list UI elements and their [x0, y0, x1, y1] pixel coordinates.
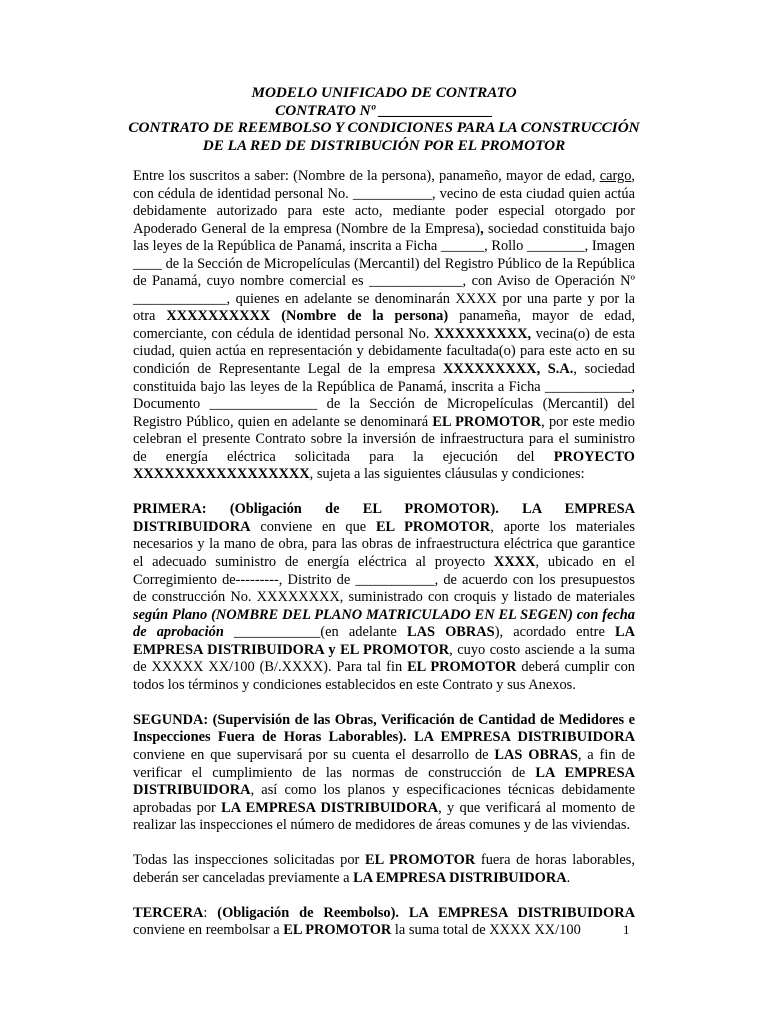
header-contract-title-1: CONTRATO DE REEMBOLSO Y CONDICIONES PARA LA CONSTRUCCIÓN — [128, 119, 640, 136]
clause-primera: PRIMERA: (Obligación de EL PROMOTOR). LA EMPRESA DISTRIBUIDORA conviene en que EL PROMOTOR, aporte los materiales necesarios y la mano de obra, para las obras de infraestructura eléctrica que garantice el adecuado suministro de energía eléctrica al proyecto XXXX, ubicado en el Corregimiento de---------, Distrito de ___________, de acuerdo con los presupuestos de construcción No. XXXXXXXX, suministrado con croquis y listado de materiales según Plano (NOMBRE DEL PLANO MATRICULADO EN EL SEGEN) con fecha de aprobación ____________(en adelante LAS OBRAS), acordado entre LA EMPRESA DISTRIBUIDORA y EL PROMOTOR, cuyo costo asciende a la suma de XXXXX XX/100 (B/.XXXX). Para tal fin EL PROMOTOR deberá cumplir con todos los términos y condiciones establecidos en este Contrato y sus Anexos. — [133, 501, 635, 693]
header-contract-number: CONTRATO Nº _______________ — [275, 101, 493, 119]
page-number: 1 — [623, 922, 630, 937]
header-model-title: MODELO UNIFICADO DE CONTRATO — [251, 84, 517, 101]
clause-segunda: SEGUNDA: (Supervisión de las Obras, Verificación de Cantidad de Medidores e Inspecciones Fuera de Horas Laborables). LA EMPRESA DISTRIBUIDORA conviene en que supervisará por su cuenta el desarrollo de LAS OBRAS, a fin de verificar el cumplimiento de las normas de construcción de LA EMPRESA DISTRIBUIDORA, así como los planos y especificaciones técnicas debidamente aprobadas por LA EMPRESA DISTRIBUIDORA, y que verificará al momento de realizar las inspecciones el número de medidores de áreas comunes y de las viviendas. — [133, 711, 635, 834]
intro-paragraph: Entre los suscritos a saber: (Nombre de la persona), panameño, mayor de edad, cargo, con cédula de identidad personal No. ___________, vecino de esta ciudad quien actúa debidamente autorizado para este acto, mediante poder especial otorgado por Apoderado General de la empresa (Nombre de la Empresa), sociedad constituida bajo las leyes de la República de Panamá, inscrita a Ficha ______, Rollo ________, Imagen ____ de la Sección de Micropelículas (Mercantil) del Registro Público de la República de Panamá, cuyo nombre comercial es _____________, con Aviso de Operación Nº _____________, quienes en adelante se denominarán XXXX por una parte y por la otra XXXXXXXXXX (Nombre de la persona) panameña, mayor de edad, comerciante, con cédula de identidad personal No. XXXXXXXXX, vecina(o) de esta ciudad, quien actúa en representación y debidamente facultada(o) para este acto en su condición de Representante Legal de la empresa XXXXXXXXX, S.A., sociedad constituida bajo las leyes de la República de Panamá, inscrita a Ficha ____________, Documento _______________ de la Sección de Micropelículas (Mercantil) del Registro Público, quien en adelante se denominará EL PROMOTOR, por este medio celebran el presente Contrato sobre la inversión de infraestructura para el suministro de energía eléctrica solicitada para la ejecución del PROYECTO XXXXXXXXXXXXXXXXX, sujeta a las siguientes cláusulas y condiciones: — [133, 168, 635, 483]
inspections-paragraph: Todas las inspecciones solicitadas por EL PROMOTOR fuera de horas laborables, deberán ser canceladas previamente a LA EMPRESA DISTRIBUIDORA. — [133, 852, 636, 886]
header-contract-title-2: DE LA RED DE DISTRIBUCIÓN POR EL PROMOTOR — [202, 136, 566, 154]
document-header — [0, 84, 768, 154]
cargo-field: cargo — [599, 168, 632, 184]
clause-tercera: TERCERA: (Obligación de Reembolso). LA EMPRESA DISTRIBUIDORA conviene en reembolsar a EL PROMOTOR la suma total de XXXX XX/100 — [133, 904, 635, 939]
document-body — [133, 168, 635, 940]
